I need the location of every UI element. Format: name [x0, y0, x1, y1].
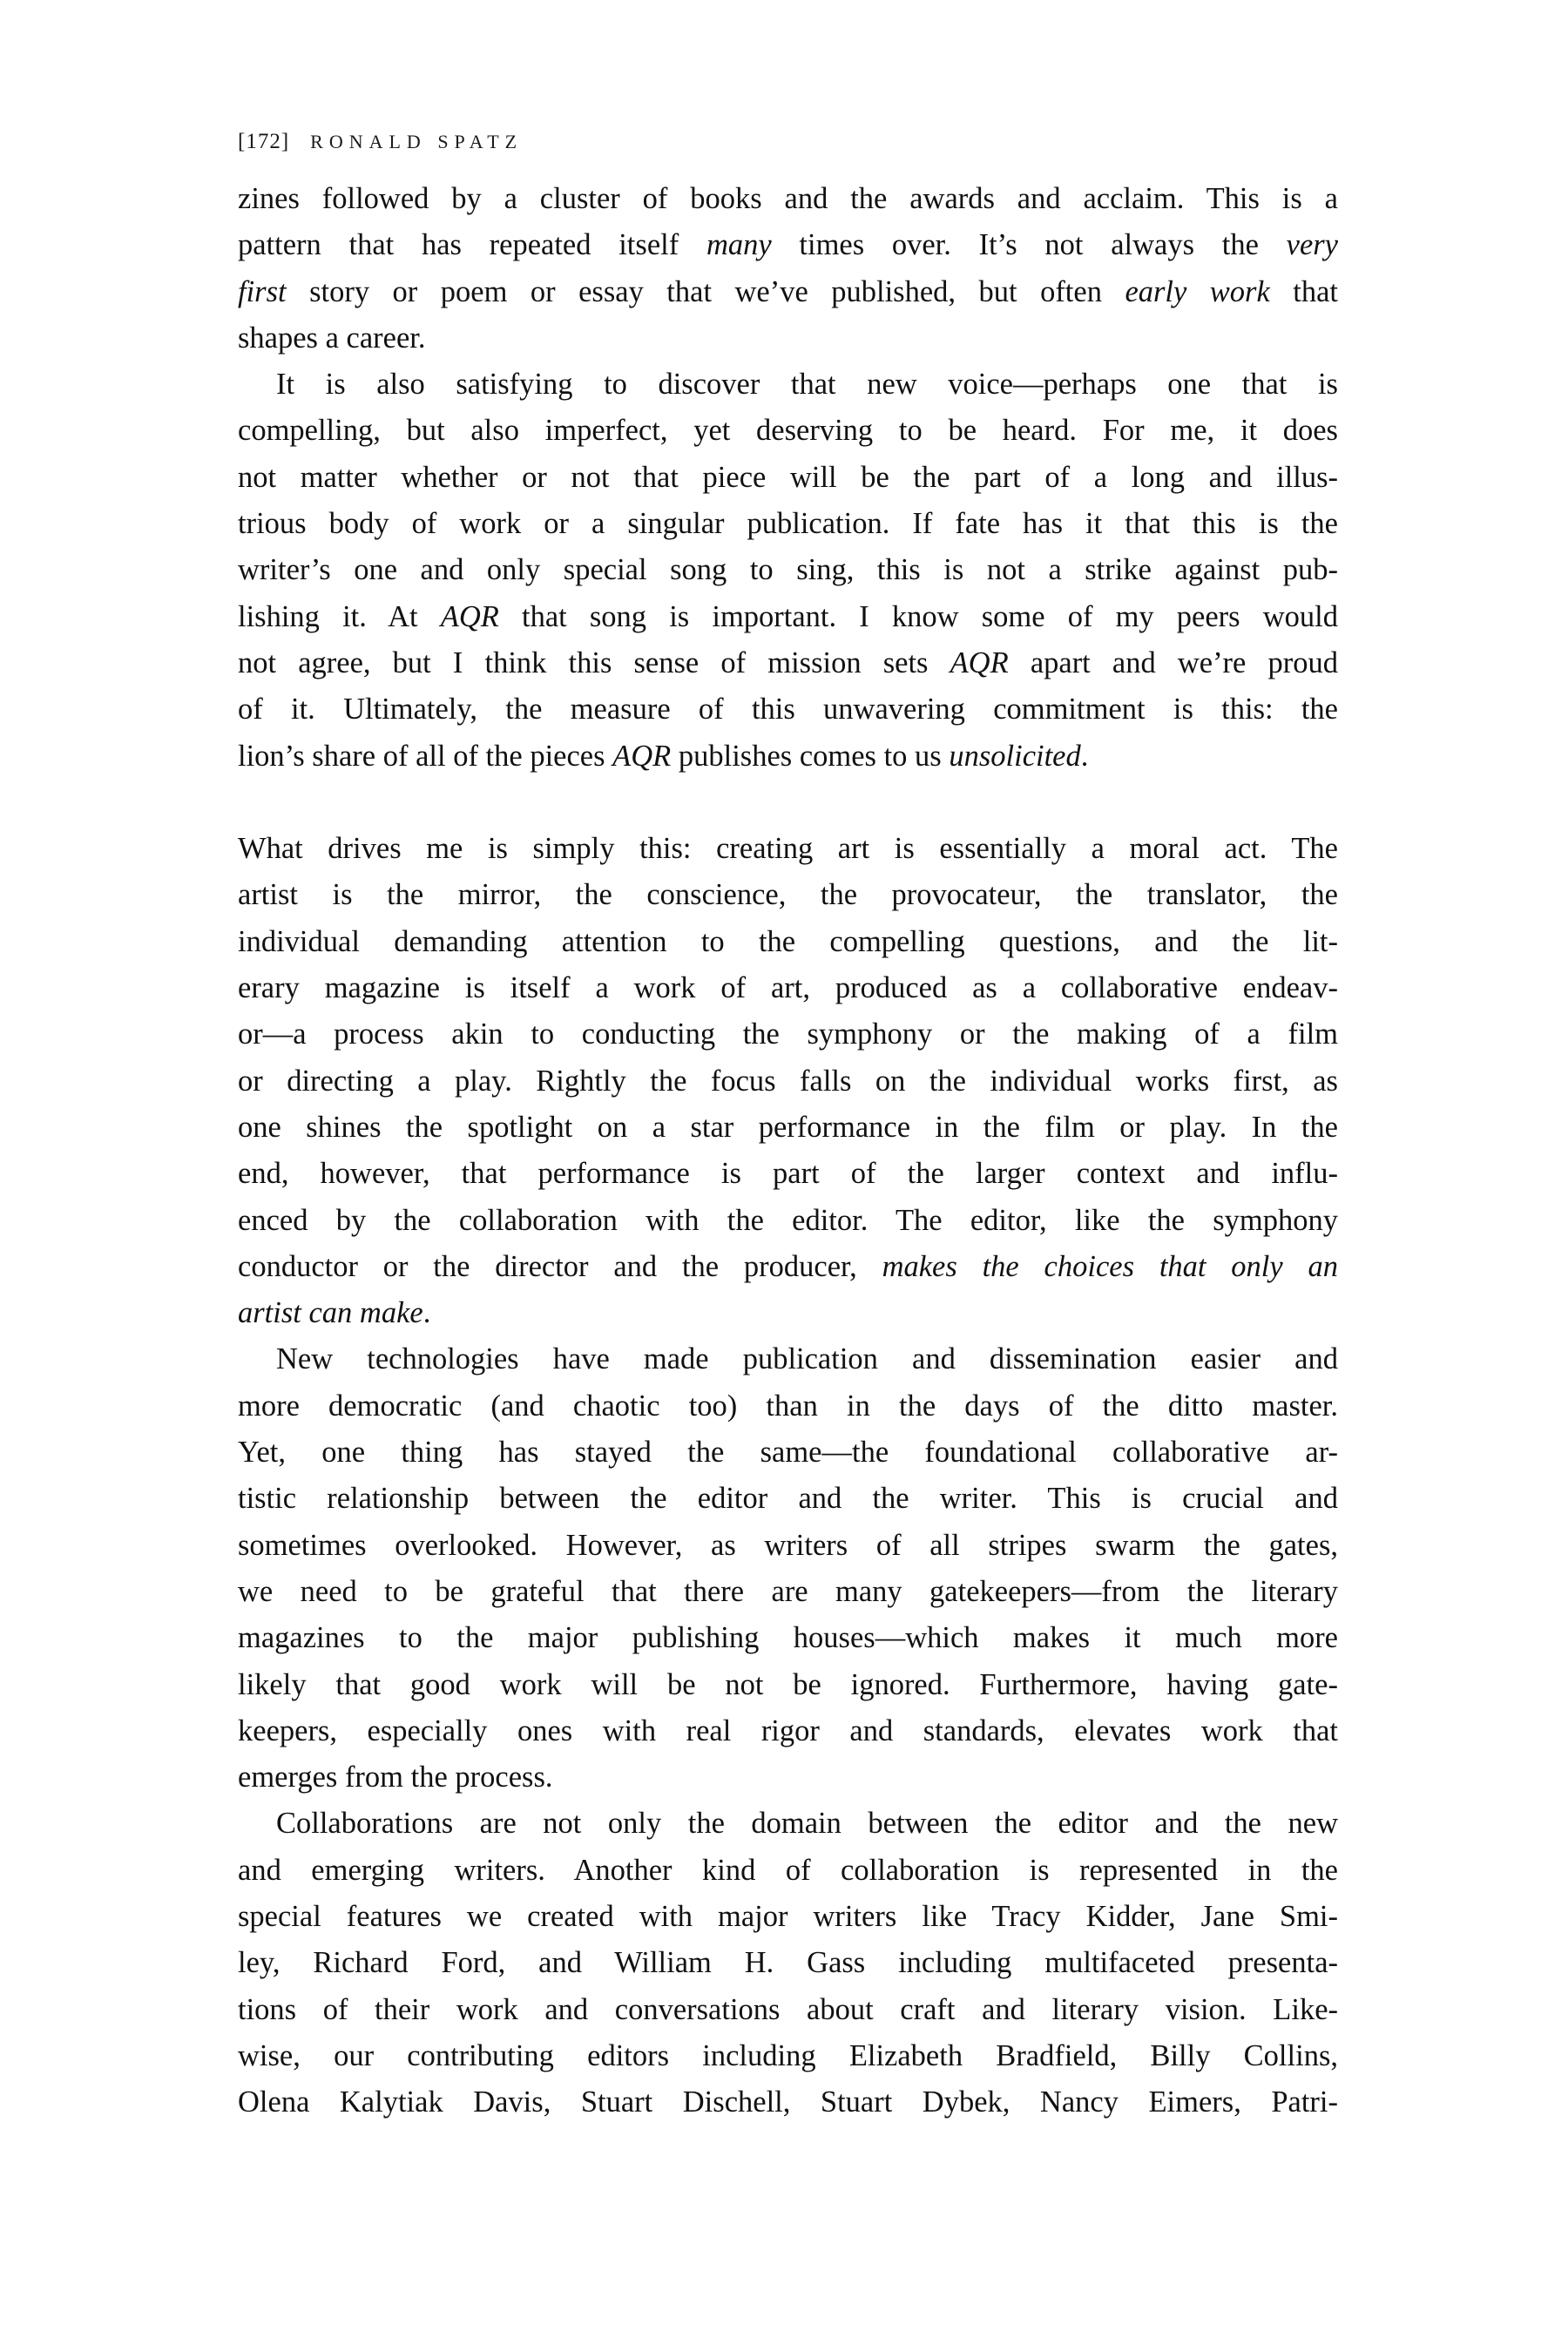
text-run: not matter whether or not that piece will be the part of a long and illus- [238, 460, 1338, 494]
text-line [238, 222, 1338, 268]
text-line [238, 733, 1338, 780]
text-line [238, 640, 1338, 686]
text-run: erary magazine is itself a work of art, produced as a collaborative endeav- [238, 971, 1338, 1005]
text-line [238, 1940, 1338, 1986]
italic-text: unsolicited [949, 739, 1081, 773]
text-run: likely that good work will be not be ignored. Furthermore, having gate- [238, 1667, 1338, 1701]
text-run: times over. It’s not always the [771, 228, 1287, 262]
text-run: New technologies have made publication and dissemination easier and [276, 1342, 1338, 1376]
paragraph-p5 [238, 1801, 1338, 2126]
text-run: It is also satisfying to discover that new voice—perhaps one that is [276, 368, 1338, 402]
paragraph-p1 [238, 176, 1338, 362]
text-line [238, 1383, 1338, 1429]
italic-text: artist can make [238, 1296, 423, 1330]
text-run: or directing a play. Rightly the focus falls on the individual works first, as [238, 1064, 1338, 1098]
paragraph-p3 [238, 826, 1338, 1336]
text-line [238, 2079, 1338, 2126]
text-run: of it. Ultimately, the measure of this unwavering commitment is this: the [238, 693, 1338, 727]
italic-text: first [238, 274, 287, 308]
text-run: one shines the spotlight on a star performance in the film or play. In the [238, 1110, 1338, 1144]
text-line [238, 1429, 1338, 1476]
text-run: writer’s one and only special song to sing, this is not a strike against pub- [238, 553, 1338, 587]
text-line [238, 826, 1338, 872]
text-line [238, 1058, 1338, 1105]
text-run: individual demanding attention to the compelling questions, and the lit- [238, 924, 1338, 958]
text-run: not agree, but I think this sense of mission sets [238, 645, 950, 679]
text-run: we need to be grateful that there are many gatekeepers—from the literary [238, 1574, 1338, 1608]
text-run: end, however, that performance is part of the larger context and influ- [238, 1157, 1338, 1191]
text-line [238, 1476, 1338, 1522]
text-line [238, 1708, 1338, 1754]
text-line [238, 686, 1338, 733]
text-line [238, 1290, 1338, 1336]
text-line [238, 408, 1338, 454]
text-line [238, 1336, 1338, 1382]
text-line [238, 1244, 1338, 1290]
running-head [238, 129, 523, 155]
text-run: more democratic (and chaotic too) than in the days of the ditto master. [238, 1389, 1338, 1423]
text-run: keepers, especially ones with real rigor and standards, elevates work that [238, 1713, 1338, 1747]
text-line [238, 1151, 1338, 1197]
text-line [238, 1105, 1338, 1151]
text-run: trious body of work or a singular publication. If fate has it that this is the [238, 507, 1338, 541]
italic-text: AQR [612, 739, 672, 773]
text-run: wise, our contributing editors including Elizabeth Bradfield, Billy Collins, [238, 2038, 1338, 2072]
text-run: compelling, but also imperfect, yet deserving to be heard. For me, it does [238, 414, 1338, 448]
text-line [238, 1662, 1338, 1708]
text-line [238, 455, 1338, 501]
italic-text: early work [1125, 274, 1270, 308]
text-run: pattern that has repeated itself [238, 228, 706, 262]
text-line [238, 872, 1338, 918]
text-line [238, 176, 1338, 222]
text-run: enced by the collaboration with the editor. The editor, like the symphony [238, 1203, 1338, 1237]
text-run: Collaborations are not only the domain between the editor and the new [276, 1807, 1338, 1841]
text-line [238, 1198, 1338, 1244]
text-run: tions of their work and conversations about craft and literary vision. Like- [238, 1992, 1338, 2026]
text-line [238, 594, 1338, 640]
text-run: or—a process akin to conducting the symphony or the making of a film [238, 1017, 1338, 1051]
text-line [238, 1848, 1338, 1894]
text-line [238, 1523, 1338, 1569]
text-run: ley, Richard Ford, and William H. Gass including multifaceted presenta- [238, 1946, 1338, 1980]
italic-text: AQR [950, 645, 1009, 679]
text-run: emerges from the process. [238, 1761, 553, 1794]
text-line [238, 2033, 1338, 2079]
text-run: special features we created with major writers like Tracy Kidder, Jane Smi- [238, 1899, 1338, 1933]
italic-text: many [706, 228, 772, 262]
text-run: and emerging writers. Another kind of collaboration is represented in the [238, 1853, 1338, 1887]
body-text [238, 176, 1338, 2126]
italic-text: makes the choices that only an [882, 1249, 1338, 1283]
text-line [238, 1615, 1338, 1661]
text-run: tistic relationship between the editor and the writer. This is crucial and [238, 1482, 1338, 1516]
text-line [238, 315, 1338, 362]
text-run: lishing it. At [238, 599, 441, 633]
paragraph-p4 [238, 1336, 1338, 1801]
text-run: . [422, 1296, 431, 1330]
text-line [238, 1801, 1338, 1847]
page-number: [172] [238, 130, 290, 153]
text-line [238, 919, 1338, 965]
italic-text: AQR [440, 599, 499, 633]
text-run: apart and we’re proud [1008, 645, 1338, 679]
text-run: . [1080, 739, 1089, 773]
text-line [238, 1011, 1338, 1058]
text-line [238, 269, 1338, 315]
text-line [238, 362, 1338, 408]
text-run: artist is the mirror, the conscience, the provocateur, the translator, the [238, 878, 1338, 912]
text-line [238, 1569, 1338, 1615]
text-run: What drives me is simply this: creating art is essentially a moral act. The [238, 832, 1338, 866]
text-line [238, 547, 1338, 593]
text-run: magazines to the major publishing houses—which makes it much more [238, 1621, 1338, 1655]
section-break [238, 780, 1338, 826]
text-run: that [1269, 274, 1339, 308]
text-run: shapes a career. [238, 321, 426, 355]
text-run: sometimes overlooked. However, as writers of all stripes swarm the gates, [238, 1528, 1338, 1562]
italic-text: very [1286, 228, 1338, 262]
running-head-author: RONALD SPATZ [310, 131, 524, 152]
text-run: story or poem or essay that we’ve published, but often [286, 274, 1125, 308]
text-line [238, 965, 1338, 1011]
text-run: lion’s share of all of the pieces [238, 739, 613, 773]
text-run: that song is important. I know some of my peers would [498, 599, 1338, 633]
paragraph-p2 [238, 362, 1338, 780]
text-run: conductor or the director and the producer, [238, 1249, 882, 1283]
text-line [238, 501, 1338, 547]
text-run: Olena Kalytiak Davis, Stuart Dischell, Stuart Dybek, Nancy Eimers, Patri- [238, 2085, 1338, 2119]
text-line [238, 1987, 1338, 2033]
text-run: publishes comes to us [671, 739, 950, 773]
text-run: zines followed by a cluster of books and the awards and acclaim. This is a [238, 182, 1338, 215]
text-line [238, 1894, 1338, 1940]
text-line [238, 1754, 1338, 1801]
text-run: Yet, one thing has stayed the same—the foundational collaborative ar- [238, 1436, 1338, 1470]
